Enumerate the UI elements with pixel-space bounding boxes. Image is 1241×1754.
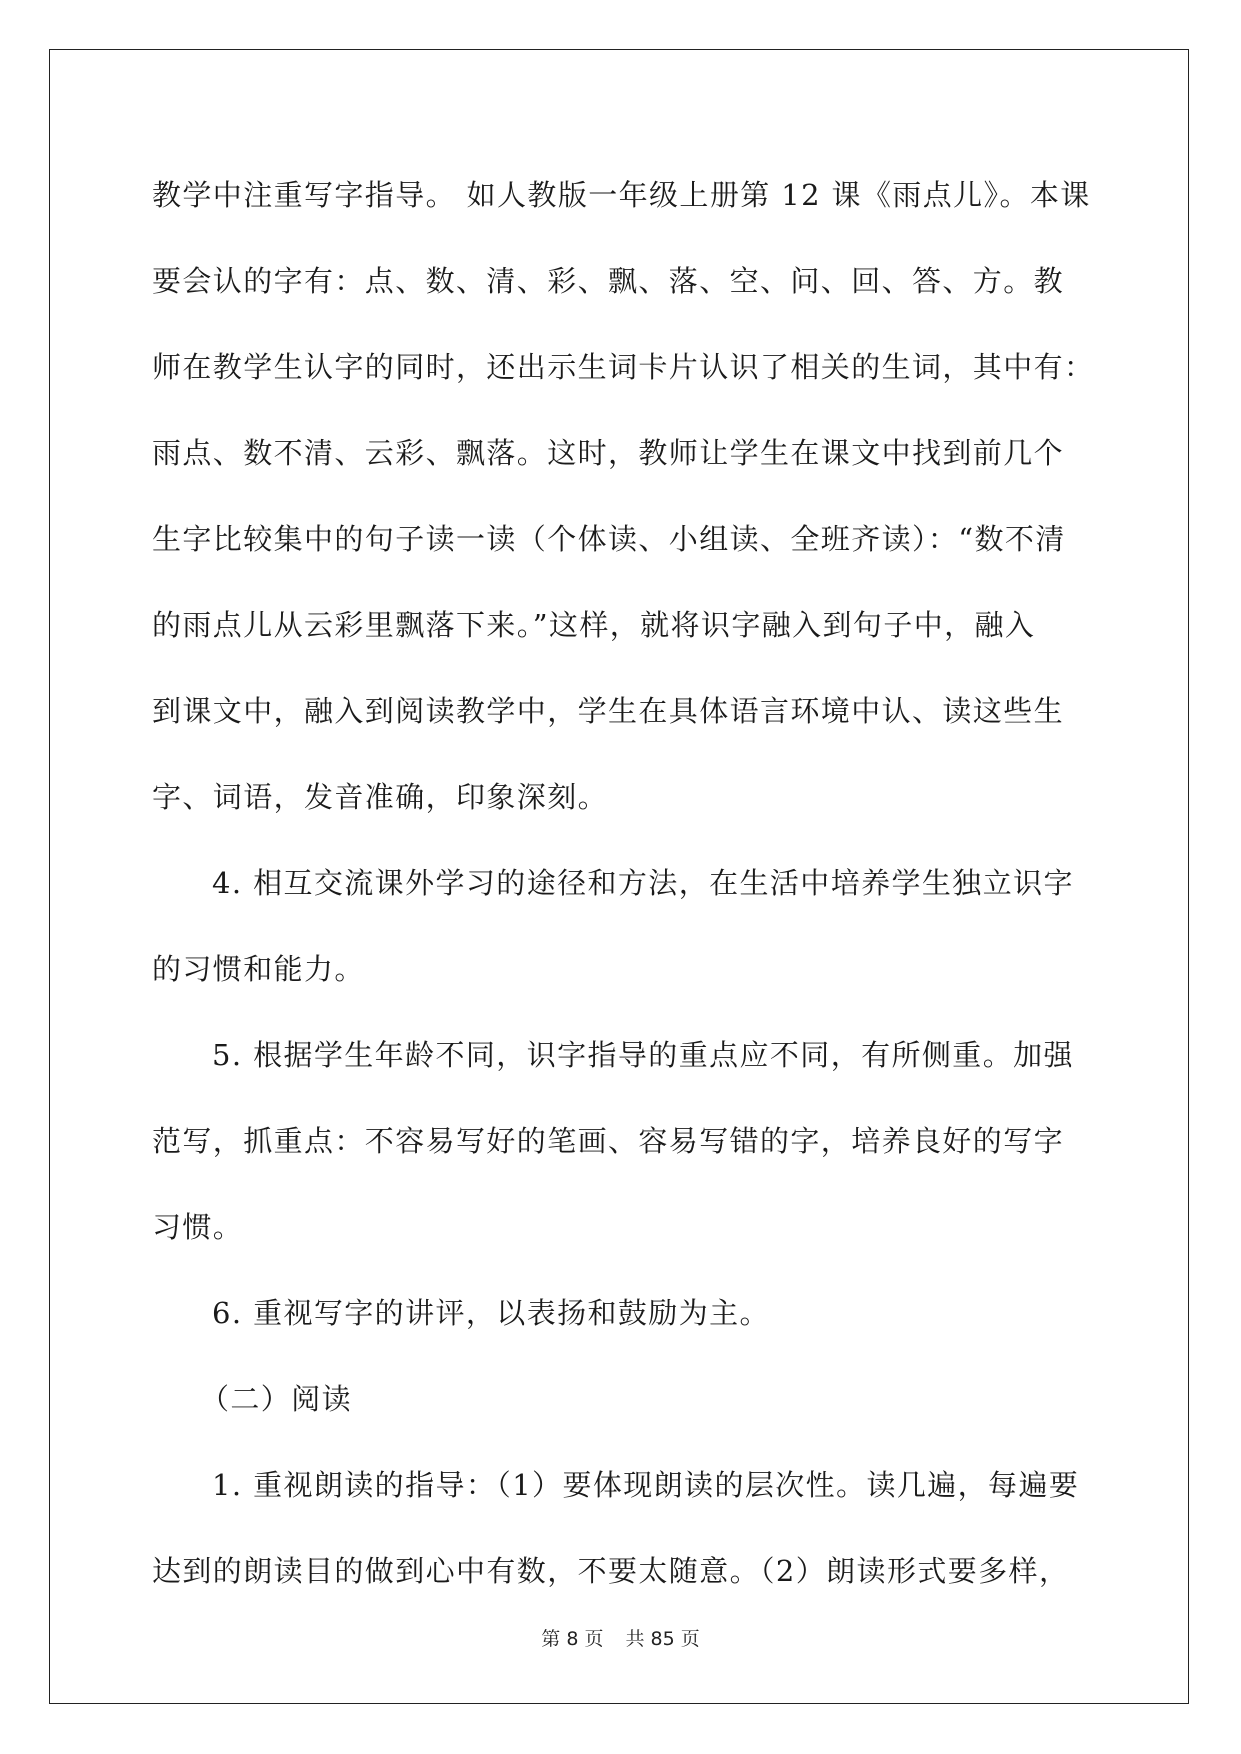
- text-line: 达到的朗读目的做到心中有数，不要太随意。（2）朗读形式要多样，: [152, 1554, 1070, 1588]
- text-line: 生字比较集中的句子读一读（个体读、小组读、全班齐读）：“数不清: [152, 522, 1066, 556]
- text-line: 的习惯和能力。: [152, 952, 365, 986]
- paragraph-start-line: 1. 重视朗读的指导：（1）要体现朗读的层次性。读几遍，每遍要: [212, 1468, 1080, 1502]
- page-footer: [0, 1624, 1241, 1651]
- section-heading: （二）阅读: [200, 1382, 353, 1416]
- text-line: 要会认的字有：点、数、清、彩、飘、落、空、问、回、答、方。教: [152, 264, 1065, 298]
- page-number: 第 8 页: [541, 1628, 604, 1650]
- text-line: 范写，抓重点：不容易写好的笔画、容易写错的字，培养良好的写字: [152, 1124, 1065, 1158]
- text-line: 到课文中，融入到阅读教学中，学生在具体语言环境中认、读这些生: [152, 694, 1065, 728]
- paragraph-start-line: 4. 相互交流课外学习的途径和方法，在生活中培养学生独立识字: [212, 866, 1074, 900]
- text-line: 教学中注重写字指导。 如人教版一年级上册第 12 课《雨点儿》。本课: [152, 178, 1091, 212]
- document-body: [152, 152, 1095, 1614]
- text-line: 的雨点儿从云彩里飘落下来。”这样，就将识字融入到句子中，融入: [152, 608, 1036, 642]
- text-line: 师在教学生认字的同时，还出示生词卡片认识了相关的生词，其中有：: [152, 350, 1095, 384]
- text-line: 字、词语，发音准确，印象深刻。: [152, 780, 609, 814]
- page-total: 共 85 页: [625, 1628, 700, 1650]
- paragraph-start-line: 6. 重视写字的讲评，以表扬和鼓励为主。: [212, 1296, 770, 1330]
- text-line: 习惯。: [152, 1210, 244, 1244]
- text-line: 雨点、数不清、云彩、飘落。这时，教师让学生在课文中找到前几个: [152, 436, 1065, 470]
- paragraph-start-line: 5. 根据学生年龄不同，识字指导的重点应不同，有所侧重。加强: [212, 1038, 1074, 1072]
